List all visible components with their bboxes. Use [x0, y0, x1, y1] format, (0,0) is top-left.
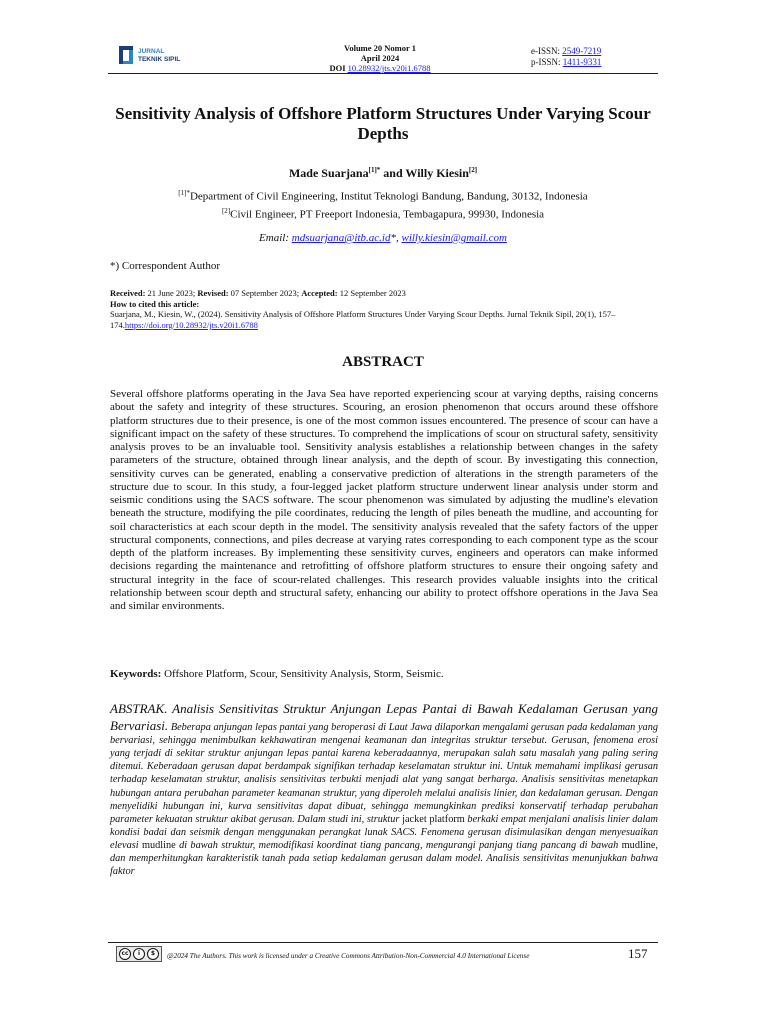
eissn-link[interactable]: 2549-7219 [562, 46, 602, 56]
affiliation-1-text: Department of Civil Engineering, Institut Teknologi Bandung, Bandung, 30132, Indonesia [189, 190, 588, 203]
citation-link[interactable]: https://doi.org/10.28932/jts.v20i1.6788 [124, 319, 258, 330]
logo-line-1: JURNAL [138, 48, 165, 55]
logo-line-2: TEKNIK SIPIL [138, 56, 181, 63]
journal-logo-icon [118, 44, 136, 68]
email-label: Email: [259, 232, 292, 244]
abstract-text: Several offshore platforms operating in the Java Sea have reported experiencing scour at varying depths, raising concerns about the safety and integrity of these structures. Scouring, an erosion phenomenon that occurs around these offshore platform structures due to their presence, is one of the most common issues encountered. The presence of scour can have a significant impact on the safety of these structures. To comprehend the implications of scour on structural safety, sensitivity analysis proves to be an invaluable tool. Sensitivity analysis establishes a relationship between changes in the safety parameters of the structure, obtained through linear analysis, and the depth of scour. By investigating this connection, sensitivity curves can be generated, enabling a conservative prediction of alterations in the strength parameters of the structure due to scour. In this study, a four-legged jacket platform structure underwent linear analysis under storm and seismic conditions using the SACS software. The scour phenomenon was simulated by adjusting the mudline's elevation beneath the structure, modifying the pile coordinates, reducing the length of piles beneath the mudline, and accounting for soil characteristics at each scour depth in the model. The sensitivity analysis revealed that the safety factors of the upper structural components, connections, and piles decrease at varying rates corresponding to each component type as the scour depth of the platform increases. By implementing these sensitivity curves, engineers and operators can make informed decisions regarding the maintenance and retrofitting of offshore platform structures to ensure their ongoing safety and structural integrity in the face of scour-related challenges. This research provides valuable insights into the critical relationship between scour depth and structural safety, enhancing our ability to protect offshore operations in the Java Sea and similar environments. [110, 388, 658, 612]
affiliation-1-sup: [1]* [178, 189, 190, 197]
header-divider [108, 73, 658, 74]
author-2-sup: [2] [468, 166, 478, 174]
email-link-2[interactable]: willy.kiesin@gmail.com [401, 232, 507, 244]
by-icon: i [133, 948, 145, 960]
abstrak-text [110, 700, 658, 878]
pissn-link[interactable]: 1411-9331 [562, 57, 602, 67]
affiliation-2-text: Civil Engineer, PT Freeport Indonesia, Tembagapura, 99930, Indonesia [230, 208, 545, 221]
author-conjunction: and [380, 166, 406, 180]
accepted-label: Accepted: [301, 288, 338, 298]
affiliation-2 [108, 204, 658, 222]
accepted-date: 12 September 2023 [337, 288, 406, 298]
cc-icon: cc [119, 948, 131, 960]
volume-label: Volume 20 Nomor 1 [343, 43, 416, 53]
abstrak-upright-1: jacket platform [402, 813, 465, 825]
citation-text: Suarjana, M., Kiesin, W., (2024). Sensitivity Analysis of Offshore Platform Structures Under Varying Scour Depths. Jurnal Teknik Sipil, 20(1), 157–174. [110, 309, 616, 330]
author-1: Made Suarjana [288, 166, 369, 180]
received-label: Received: [110, 288, 146, 298]
citation [110, 309, 656, 330]
abstrak-upright-2: mudline [141, 839, 176, 851]
author-2: Willy Kiesin [405, 166, 469, 180]
cite-label: How to cited this article: [110, 298, 200, 309]
email-link-1[interactable]: mdsuarjana@itb.ac.id [291, 232, 391, 244]
affiliation-2-sup: [2] [221, 206, 231, 215]
email-separator: *, [390, 232, 402, 244]
journal-logo [118, 44, 208, 70]
email-line [108, 232, 658, 244]
doi-label: DOI [329, 63, 346, 73]
author-1-sup: [1]* [368, 166, 381, 174]
paper-title: Sensitivity Analysis of Offshore Platform Structures Under Varying Scour Depths [115, 104, 651, 143]
issue-info [300, 43, 460, 73]
abstrak-lead: ABSTRAK. Analisis Sensitivitas Struktur Anjungan Lepas Pantai di Bawah Kedalaman Gerusan yang Bervariasi. [110, 701, 658, 734]
issn-block [531, 46, 601, 68]
author-list [108, 166, 658, 181]
issue-date: April 2024 [360, 53, 400, 63]
keywords-text: Offshore Platform, Scour, Sensitivity Analysis, Storm, Seismic. [161, 668, 444, 680]
affiliation-1 [108, 186, 658, 204]
cc-license-badge[interactable] [116, 946, 162, 962]
correspondent-note: *) Correspondent Author [110, 260, 220, 272]
footer-divider [108, 942, 658, 943]
abstrak-part-2: berkaki empat menjalani analisis linier dalam kondisi badai dan seismik dengan menggunakan perangkat lunak SACS. Fenomena gerusan disimulasikan dengan menyesuaikan elevasi [110, 813, 658, 851]
eissn-label: e-ISSN: [531, 46, 560, 56]
abstrak-part-3: di bawah struktur, memodifikasi koordinat tiang pancang, mengurangi panjang tiang pancang di bawah [175, 839, 622, 851]
abstrak-part-4: , dan memperhitungkan karakteristik tanah pada setiap kedalaman gerusan dalam model. Analisis sensitivitas menunjukkan bahwa faktor [110, 839, 658, 878]
keywords [110, 668, 658, 680]
pissn-label: p-ISSN: [531, 57, 561, 67]
doi-link[interactable]: 10.28932/jts.v20i1.6788 [347, 63, 431, 73]
abstrak-part-1: Beberapa anjungan lepas pantai yang beroperasi di Laut Jawa dilaporkan mengalami gerusan pada kedalaman yang bervariasi, sehingga menimbulkan kekhawatiran mengenai keamanan dan integritas struktur tersebut. Gerusan, fenomena erosi yang terjadi di sekitar struktur anjungan lepas pantai karena keberadaannya, merupakan salah satu masalah yang paling sering ditemui. Keberadaan gerusan dapat berdampak signifikan terhadap keselamatan struktur ini. Untuk memahami implikasi gerusan terhadap keselamatan struktur, analisis sensitivitas terbukti menjadi alat yang sangat berharga. Analisis sensitivitas menetapkan hubungan antara perubahan parameter keamanan struktur, yang diperoleh melalui analisis linier, dan kedalaman gerusan. Dengan menyelidiki hubungan ini, kurva sensitivitas dapat dibuat, sehingga memungkinkan prediksi konservatif terhadap perubahan parameter kekuatan struktur akibat gerusan. Dalam studi ini, struktur [110, 722, 658, 825]
abstrak-upright-3: mudline [621, 839, 656, 851]
page-number: 157 [628, 946, 648, 961]
nc-icon: $ [147, 948, 159, 960]
received-date: 21 June 2023; [145, 288, 198, 298]
license-text: @2024 The Authors. This work is licensed under a Creative Commons Attribution-Non-Commercial 4.0 International License [167, 952, 530, 960]
keywords-label: Keywords: [110, 668, 162, 680]
revised-date: 07 September 2023; [228, 288, 302, 298]
article-dates [110, 288, 656, 330]
abstract-heading: ABSTRACT [342, 354, 424, 370]
affiliations [108, 186, 658, 221]
revised-label: Revised: [197, 288, 229, 298]
